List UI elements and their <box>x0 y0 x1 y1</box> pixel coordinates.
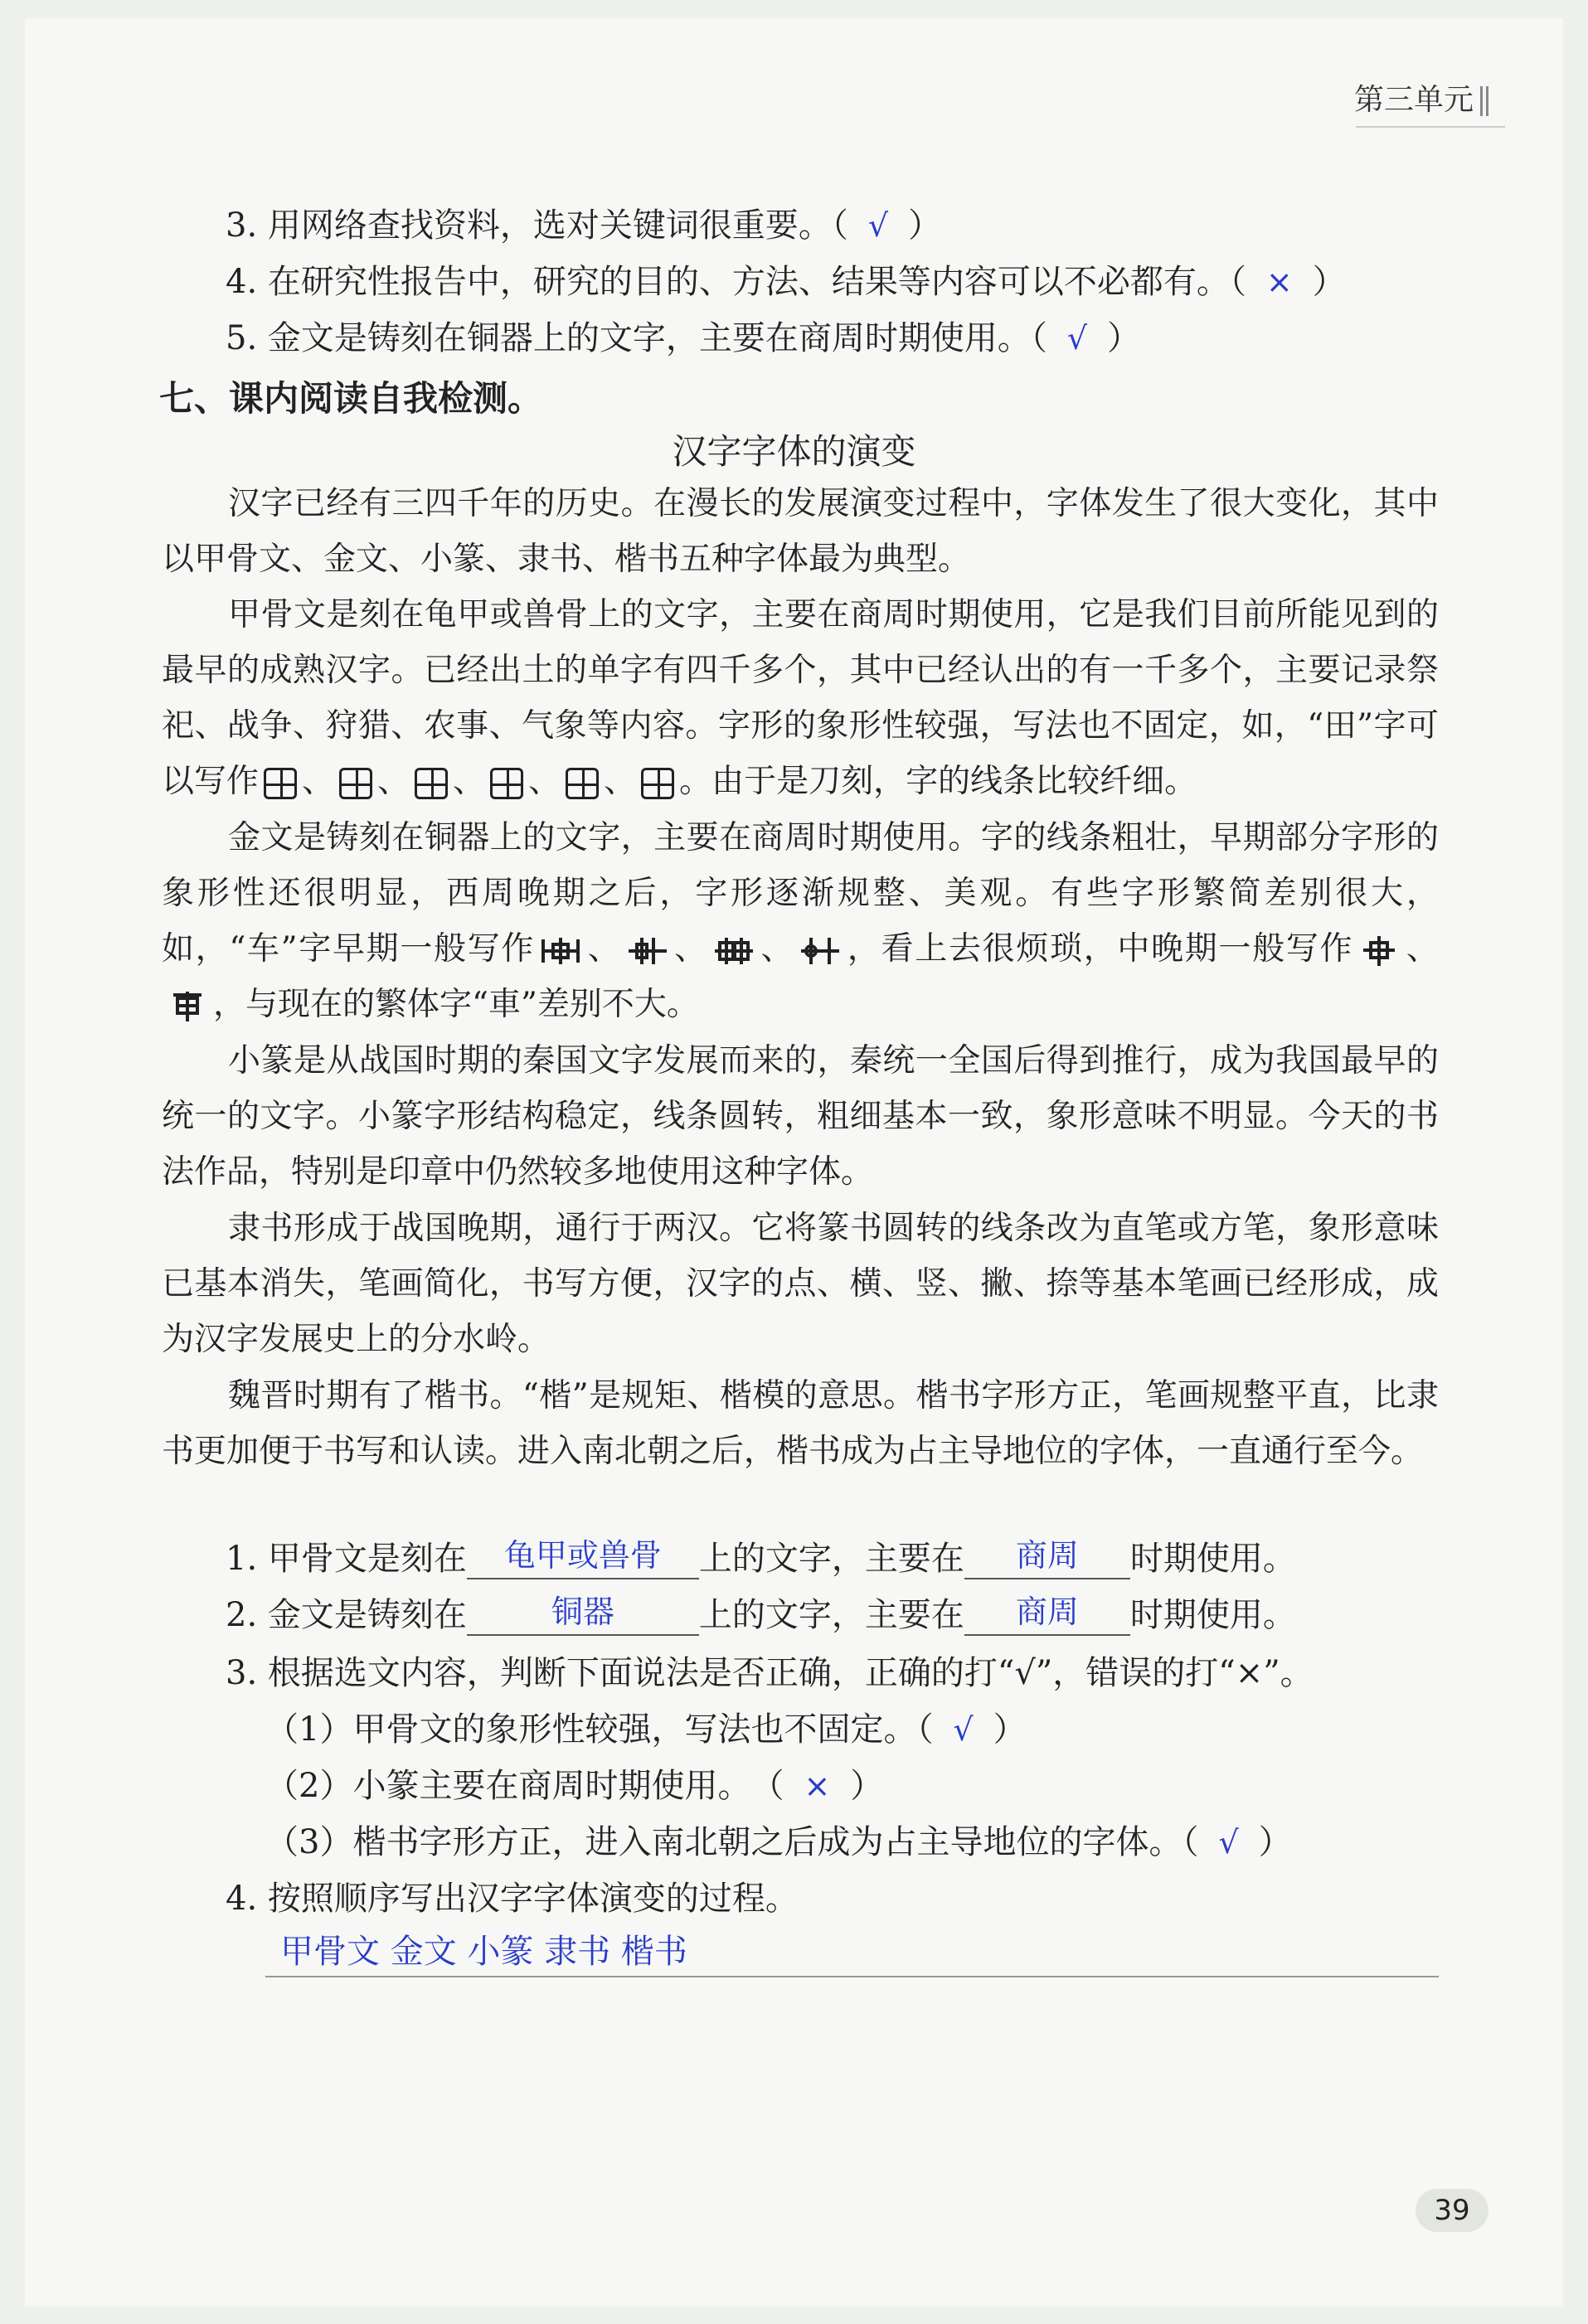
judge-text: 4. 在研究性报告中，研究的目的、方法、结果等内容可以不必都有。（ <box>226 263 1246 301</box>
answer-blank <box>964 1594 1130 1636</box>
answer-blank <box>964 1538 1130 1579</box>
judge-close: ） <box>993 1710 1027 1749</box>
question-3-item-2 <box>265 1759 883 1807</box>
section-title: 七、课内阅读自我检测。 <box>159 378 543 419</box>
judge-close: ） <box>908 206 942 245</box>
bronze-che-glyph-icon <box>625 934 670 968</box>
paragraph-text: ，与现在的繁体字“車”差别不大。 <box>213 986 699 1023</box>
answer-text: 龟甲或兽骨 <box>503 1537 662 1574</box>
judge-close: ） <box>850 1767 884 1805</box>
judge-answer: √ <box>867 207 889 244</box>
oracle-tian-glyph-icon <box>641 768 674 799</box>
question-2 <box>226 1589 1296 1636</box>
answer-blank <box>467 1594 699 1636</box>
passage-paragraph-3: 金文是铸刻在铜器上的文字，主要在商周时期使用。字的线条粗壮，早期部分字形的象形性还很明显，西周晚期之后，字形逐渐规整、美观。有些字形繁简差别很大，如，“车”字早期一般写作 、 、 、 ，看上去很烦琐，中晚期一般写作 、，与现在的繁体字“車”差别不大。 <box>162 819 1439 1023</box>
passage-paragraph-5: 隶书形成于战国晚期，通行于两汉。它将篆书圆转的线条改为直笔或方笔，象形意味已基本消失，笔画简化，书写方便，汉字的点、横、竖、撇、捺等基本笔画已经形成，成为汉字发展史上的分水岭。 <box>162 1210 1439 1358</box>
paragraph-text: 金文是铸刻在铜器上的文字，主要在商周时期使用。字的线条粗壮，早期部分字形的象形性还很明显，西周晚期之后，字形逐渐规整、美观。有些字形繁简差别很大，如，“车”字早期一般写作 <box>162 819 1439 968</box>
header-rule <box>1356 126 1505 128</box>
passage-paragraph-1: 汉字已经有三四千年的历史。在漫长的发展演变过程中，字体发生了很大变化，其中以甲骨文、金文、小篆、隶书、楷书五种字体最为典型。 <box>162 485 1439 578</box>
answer-blank <box>467 1538 699 1579</box>
oracle-tian-glyph-icon <box>264 768 297 799</box>
question-text: 上的文字，主要在 <box>698 1540 964 1578</box>
judge-item-3 <box>226 199 941 246</box>
bronze-che-glyph-icon <box>798 934 843 968</box>
judge-item-5 <box>226 312 1140 359</box>
passage-paragraph-6: 魏晋时期有了楷书。“楷”是规矩、楷模的意思。楷书字形方正，笔画规整平直，比隶书更加便于书写和认读。进入南北朝之后，楷书成为占主导地位的字体，一直通行至今。 <box>162 1377 1439 1470</box>
question-text: 上的文字，主要在 <box>698 1596 964 1634</box>
bars-icon <box>1480 86 1488 116</box>
judge-text: （3）楷书字形方正，进入南北朝之后成为占主导地位的字体。（ <box>265 1823 1199 1861</box>
judge-item-4 <box>226 255 1346 303</box>
judge-answer: √ <box>1066 320 1088 357</box>
oracle-tian-glyph-icon <box>339 768 372 799</box>
passage-paragraph-2: 甲骨文是刻在龟甲或兽骨上的文字，主要在商周时期使用，它是我们目前所能见到的最早的成熟汉字。已经出土的单字有四千多个，其中已经认出的有一千多个，主要记录祭祀、战争、狩猎、农事、气象等内容。字形的象形性较强，写法也不固定，如，“田”字可以写作 、 、 、 、 、 。由于是刀刻，字的线条比较纤细。 <box>162 596 1439 800</box>
judge-text: （1）甲骨文的象形性较强，写法也不固定。（ <box>265 1710 934 1749</box>
judge-text: 3. 用网络查找资料，选对关键词很重要。（ <box>226 206 848 245</box>
judge-close: ） <box>1258 1823 1292 1861</box>
bronze-che-glyph-icon <box>1357 934 1401 968</box>
judge-text: （2）小篆主要在商周时期使用。 （ <box>265 1767 784 1805</box>
paragraph-text: 甲骨文是刻在龟甲或兽骨上的文字，主要在商周时期使用，它是我们目前所能见到的最早的成熟汉字。已经出土的单字有四千多个，其中已经认出的有一千多个，主要记录祭祀、战争、狩猎、农事、气象等内容。字形的象形性较强，写法也不固定，如，“田”字可以写作 <box>162 596 1439 800</box>
oracle-tian-glyph-icon <box>566 768 599 799</box>
judge-answer: × <box>1265 264 1293 300</box>
question-text: 时期使用。 <box>1129 1596 1296 1634</box>
bronze-che-glyph-icon <box>711 934 756 968</box>
judge-answer: × <box>804 1768 831 1804</box>
oracle-tian-glyph-icon <box>415 768 448 799</box>
question-4-answer: 甲骨文 金文 小篆 隶书 楷书 <box>280 1933 687 1971</box>
passage-paragraph-4: 小篆是从战国时期的秦国文字发展而来的，秦统一全国后得到推行，成为我国最早的统一的文字。小篆字形结构稳定，线条圆转，粗细基本一致，象形意味不明显。今天的书法作品，特别是印章中仍然较多地使用这种字体。 <box>162 1042 1439 1191</box>
passage-title: 汉字字体的演变 <box>672 431 916 472</box>
unit-header <box>1354 76 1488 119</box>
bronze-che-glyph-icon <box>165 990 210 1023</box>
judge-close: ） <box>1107 319 1141 357</box>
answer-line <box>265 1976 1439 1977</box>
paragraph-text: 。由于是刀刻，字的线条比较纤细。 <box>679 763 1197 800</box>
bronze-che-glyph-icon <box>538 934 583 968</box>
oracle-tian-glyph-icon <box>490 768 523 799</box>
judge-close: ） <box>1312 263 1346 301</box>
answer-text: 商周 <box>1015 1537 1079 1574</box>
question-3-prompt: 3. 根据选文内容，判断下面说法是否正确，正确的打“√”，错误的打“×”。 <box>226 1654 1314 1692</box>
question-text: 1. 甲骨文是刻在 <box>226 1540 467 1578</box>
question-text: 2. 金文是铸刻在 <box>226 1596 467 1634</box>
question-1 <box>226 1532 1296 1579</box>
paragraph-text: ，看上去很烦琐，中晚期一般写作 <box>846 930 1354 968</box>
unit-label: 第三单元 <box>1353 83 1474 117</box>
answer-text: 铜器 <box>551 1594 614 1630</box>
judge-answer: √ <box>953 1711 974 1748</box>
page-number: 39 <box>1416 2189 1488 2232</box>
question-text: 时期使用。 <box>1129 1540 1296 1578</box>
answer-text: 商周 <box>1015 1594 1079 1630</box>
question-3-item-3 <box>265 1816 1292 1863</box>
question-3-item-1 <box>265 1703 1027 1750</box>
judge-text: 5. 金文是铸刻在铜器上的文字，主要在商周时期使用。（ <box>226 319 1047 357</box>
question-4-prompt: 4. 按照顺序写出汉字字体演变的过程。 <box>226 1880 799 1918</box>
judge-answer: √ <box>1218 1824 1239 1861</box>
